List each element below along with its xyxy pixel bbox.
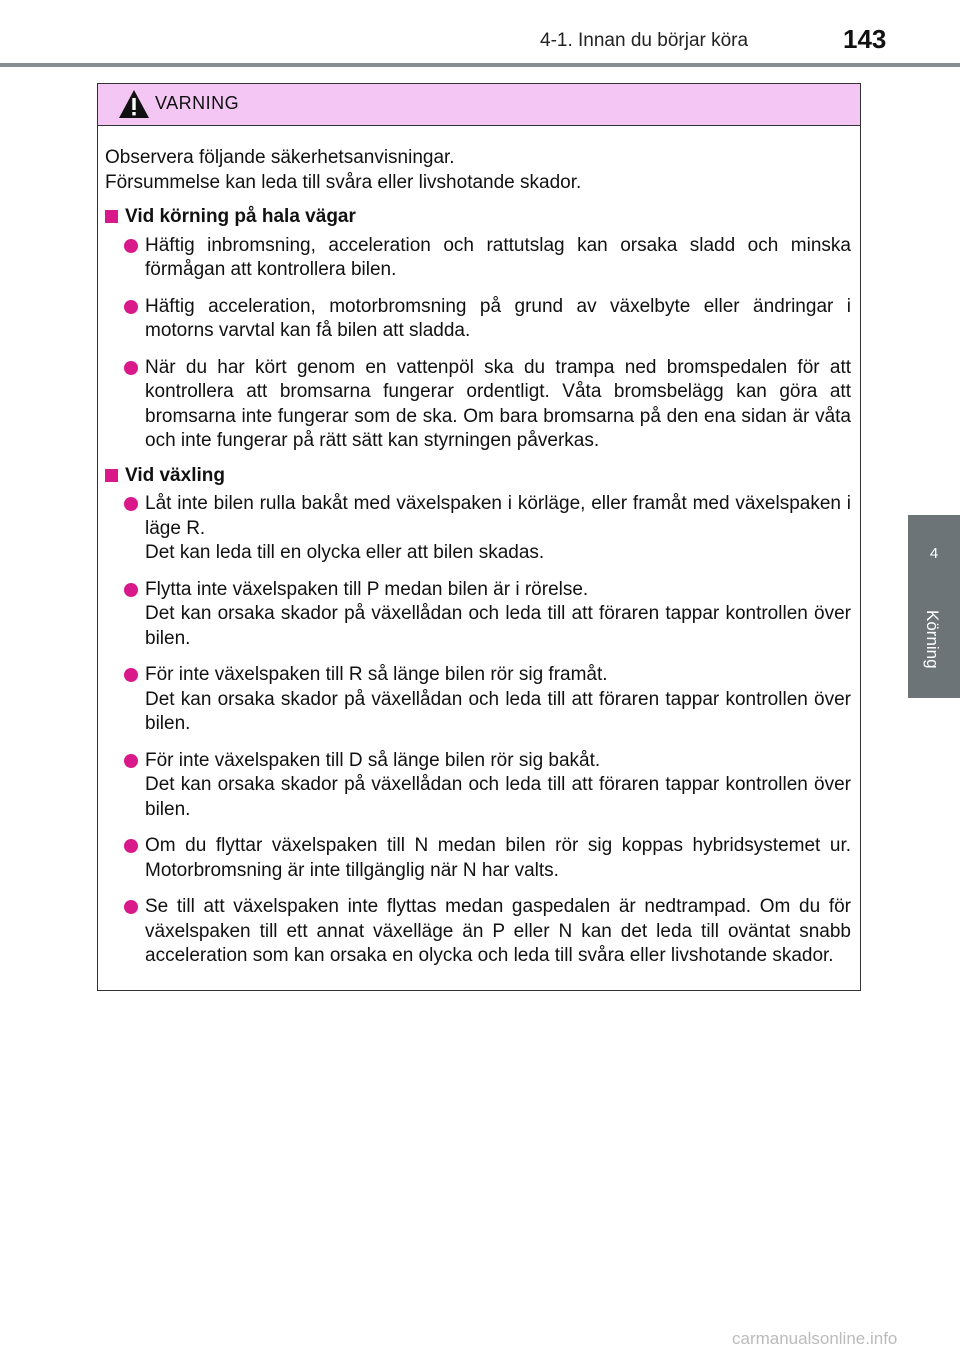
list-item <box>105 578 851 652</box>
section-heading <box>105 205 851 230</box>
list-item-text: Häftig inbromsning, acceleration och rattutslag kan orsaka sladd och minska förmågan att kontrollera bilen. <box>145 234 851 280</box>
list-item-text: Det kan orsaka skador på växellådan och leda till att föraren tappar kontrollen över bilen. <box>145 603 851 649</box>
section-heading <box>105 464 851 489</box>
list-item <box>105 895 851 969</box>
list-item <box>105 356 851 454</box>
intro-line: Observera följande säkerhetsanvisningar. <box>105 147 455 168</box>
bullet-dot-icon <box>124 239 138 253</box>
chapter-side-tab[interactable] <box>908 515 960 698</box>
list-item <box>105 663 851 737</box>
list-item-text: Se till att växelspaken inte flyttas medan gaspedalen är nedtrampad. Om du för växelspaken till ett annat växelläge än P eller N kan det leda till oväntat snabb acceleration som kan orsaka en olycka och leda till svåra eller livshotande skador. <box>145 896 851 966</box>
list-item-text: För inte växelspaken till D så länge bilen rör sig bakåt. <box>145 749 601 771</box>
warning-body <box>98 126 860 969</box>
intro-line: Försummelse kan leda till svåra eller livshotande skador. <box>105 171 582 193</box>
warning-triangle-icon <box>118 89 150 124</box>
list-item <box>105 295 851 344</box>
header-divider <box>0 63 960 67</box>
list-item-text: Det kan leda till en olycka eller att bilen skadas. <box>145 542 545 563</box>
intro-text <box>105 146 851 195</box>
list-item <box>105 834 851 883</box>
list-item-text: Det kan orsaka skador på växellådan och leda till att föraren tappar kontrollen över bilen. <box>145 688 851 734</box>
bullet-dot-icon <box>124 497 138 511</box>
list-item <box>105 492 851 566</box>
warning-title: VARNING <box>155 93 240 113</box>
chapter-number: 4 <box>929 545 939 562</box>
warning-header <box>98 84 860 126</box>
list-item <box>105 234 851 283</box>
section-heading-text: Vid växling <box>125 464 225 486</box>
list-item-text: Häftig acceleration, motorbromsning på grund av växelbyte eller ändringar i motorns varvtal kan få bilen att sladda. <box>145 295 851 341</box>
bullet-dot-icon <box>124 839 138 853</box>
list-item-text: För inte växelspaken till R så länge bilen rör sig framåt. <box>145 664 608 685</box>
watermark: carmanualsonline.info <box>732 1329 898 1348</box>
bullet-dot-icon <box>124 361 138 375</box>
bullet-dot-icon <box>124 900 138 914</box>
bullet-dot-icon <box>124 300 138 314</box>
page-number: 143 <box>843 24 887 54</box>
list-item <box>105 749 851 823</box>
chapter-label: Körning <box>923 610 942 669</box>
list-item-text: Flytta inte växelspaken till P medan bilen är i rörelse. <box>145 578 589 600</box>
bullet-dot-icon <box>124 583 138 597</box>
section-heading-text: Vid körning på hala vägar <box>125 206 356 227</box>
bullet-dot-icon <box>124 668 138 682</box>
list-item-text: När du har kört genom en vattenpöl ska du trampa ned bromspedalen för att kontrollera att bromsarna fungerar ordentligt. Våta bromsbelägg kan göra att bromsarna inte fungerar som de ska. Om bara bromsarna på den ena sidan är våta och inte fungerar på rätt sätt kan styrningen påverkas. <box>145 356 851 451</box>
bullet-dot-icon <box>124 754 138 768</box>
list-item-text: Om du flyttar växelspaken till N medan bilen rör sig koppas hybridsystemet ur. Motorbromsning är inte tillgänglig när N har valts. <box>145 835 851 881</box>
square-bullet-icon <box>105 469 118 482</box>
list-item-text: Det kan orsaka skador på växellådan och leda till att föraren tappar kontrollen över bilen. <box>145 774 851 820</box>
list-item-text: Låt inte bilen rulla bakåt med växelspaken i körläge, eller framåt med växelspaken i läge R. <box>145 493 851 539</box>
square-bullet-icon <box>105 210 118 223</box>
warning-box <box>97 83 861 991</box>
chapter-title: 4-1. Innan du börjar köra <box>540 30 749 51</box>
